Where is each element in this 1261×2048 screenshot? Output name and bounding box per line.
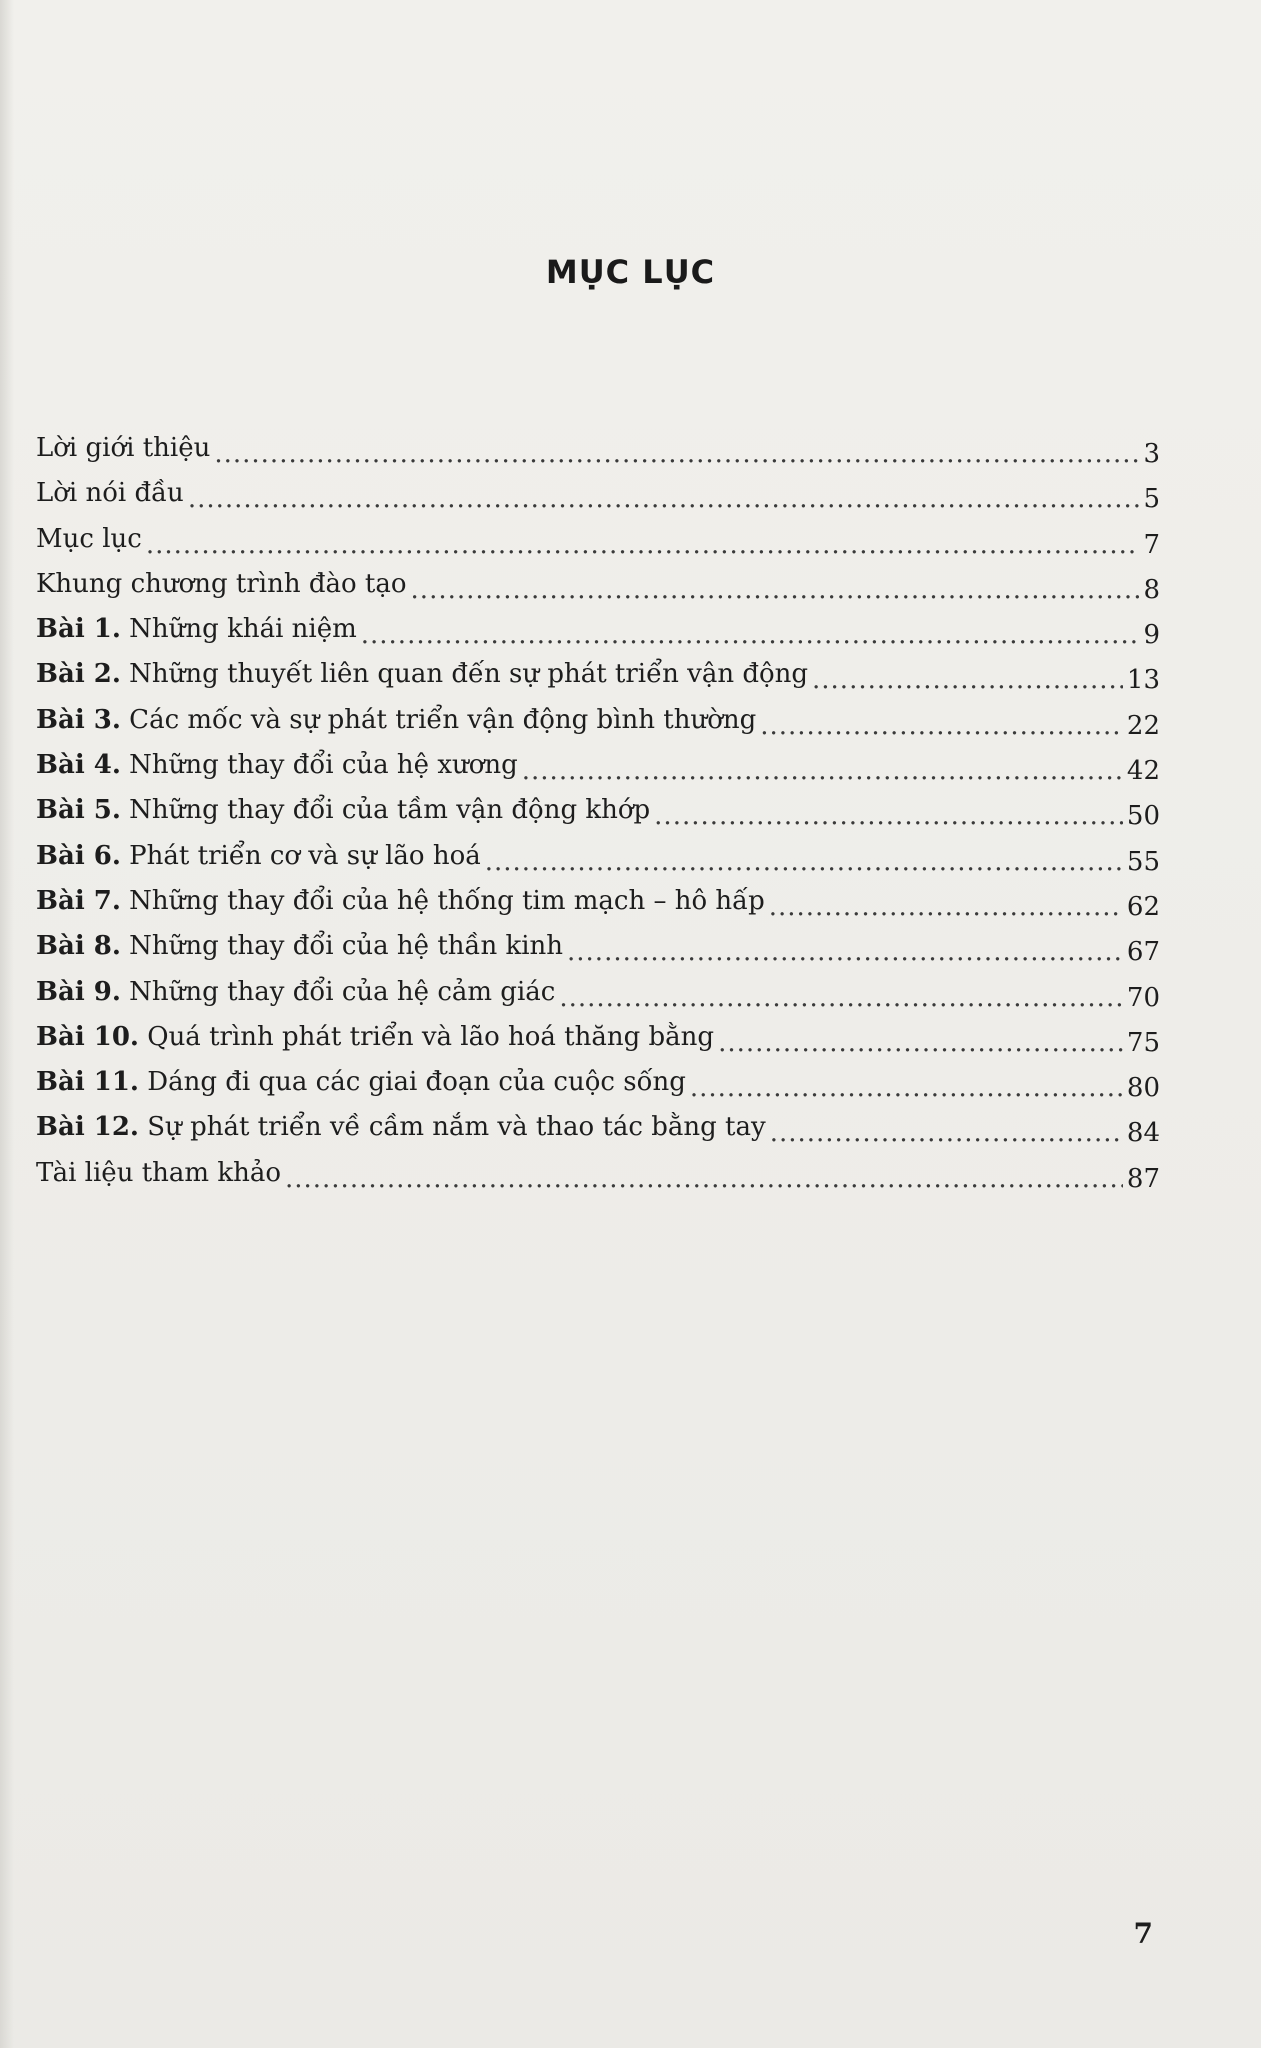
toc-lesson-number: Bài 12. xyxy=(36,1112,139,1143)
toc-entry-title: Tài liệu tham khảo xyxy=(36,1157,281,1188)
toc-entry-page: 22 xyxy=(1126,710,1160,741)
toc-entry-label xyxy=(36,607,357,652)
toc-lesson-number: Bài 4. xyxy=(36,750,121,781)
toc-entry-page: 84 xyxy=(1126,1118,1160,1149)
toc-entry-label xyxy=(36,652,808,697)
toc-lesson-number: Bài 7. xyxy=(36,885,121,916)
toc-entry-page: 3 xyxy=(1143,439,1160,469)
toc-lesson-number: Bài 9. xyxy=(36,976,121,1007)
toc-entry xyxy=(36,834,1160,879)
toc-lesson-number: Bài 2. xyxy=(36,659,121,690)
toc-entry xyxy=(36,743,1160,788)
toc-entry xyxy=(36,1060,1160,1105)
toc-entry-title: Những thay đổi của tầm vận động khớp xyxy=(129,795,651,826)
toc-entry-page: 50 xyxy=(1126,801,1160,832)
toc-entry-label xyxy=(36,970,555,1015)
toc-entry xyxy=(36,471,1160,516)
dot-leader xyxy=(770,1111,1123,1156)
dot-leader xyxy=(559,976,1123,1021)
toc-entry-title: Những thay đổi của hệ thần kinh xyxy=(129,931,564,962)
toc-entry xyxy=(36,652,1160,697)
toc-entry-page: 75 xyxy=(1126,1027,1160,1058)
toc-lesson-number: Bài 1. xyxy=(36,614,121,645)
toc-entry-label xyxy=(36,517,142,562)
page-number: 7 xyxy=(1133,1917,1153,1950)
toc-entry-title: Khung chương trình đào tạo xyxy=(36,568,407,599)
dot-leader xyxy=(812,658,1123,703)
dot-leader xyxy=(361,613,1140,658)
toc-entry-label xyxy=(36,698,756,743)
toc-entry-page: 8 xyxy=(1143,574,1160,605)
toc-lesson-number: Bài 6. xyxy=(36,840,121,871)
toc-entry-title: Những thay đổi của hệ xương xyxy=(129,750,518,781)
toc-entry-label xyxy=(36,743,518,788)
dot-leader xyxy=(690,1066,1123,1111)
toc-entry-title: Những thuyết liên quan đến sự phát triển vận động xyxy=(129,659,809,690)
toc-entry-page: 87 xyxy=(1126,1163,1160,1194)
dot-leader xyxy=(654,794,1123,839)
toc-lesson-number: Bài 5. xyxy=(36,795,121,826)
toc-entry xyxy=(36,1151,1160,1196)
toc-entry-label xyxy=(36,1105,766,1150)
toc-entry-page: 5 xyxy=(1143,484,1160,515)
toc-lesson-number: Bài 10. xyxy=(36,1021,139,1052)
toc-lesson-number: Bài 3. xyxy=(36,704,121,735)
dot-leader xyxy=(285,1157,1123,1202)
toc-entry-label xyxy=(36,426,210,471)
toc-entry-page: 67 xyxy=(1126,937,1160,968)
toc-lesson-number: Bài 11. xyxy=(36,1067,139,1098)
toc-entry-title: Quá trình phát triển và lão hoá thăng bằng xyxy=(147,1021,715,1052)
page-title: MỤC LỤC xyxy=(545,253,716,291)
dot-leader xyxy=(214,432,1139,477)
toc-entry-page: 9 xyxy=(1143,620,1160,651)
toc-entry-page: 70 xyxy=(1126,982,1160,1013)
toc-entry-title: Các mốc và sự phát triển vận động bình thường xyxy=(129,704,757,735)
toc-entry xyxy=(36,970,1160,1015)
toc-entry-title: Lời nói đầu xyxy=(36,478,184,509)
dot-leader xyxy=(769,885,1123,930)
toc-entry xyxy=(36,562,1160,607)
toc-entry-page: 7 xyxy=(1143,529,1160,560)
toc-entry-label xyxy=(36,1015,714,1060)
page-edge-shadow xyxy=(0,0,14,2048)
toc-entry-label xyxy=(36,924,563,969)
dot-leader xyxy=(718,1021,1123,1066)
toc-entry-label xyxy=(36,1060,686,1105)
toc-lesson-number: Bài 8. xyxy=(36,931,121,962)
dot-leader xyxy=(522,749,1123,794)
toc-entry xyxy=(36,698,1160,743)
toc-entry xyxy=(36,879,1160,924)
dot-leader xyxy=(567,930,1123,975)
toc-entry-title: Lời giới thiệu xyxy=(36,433,211,463)
toc-entry-title: Phát triển cơ và sự lão hoá xyxy=(129,840,481,871)
dot-leader xyxy=(188,477,1140,522)
dot-leader xyxy=(146,523,1140,568)
toc-entry xyxy=(36,924,1160,969)
toc-entry-label xyxy=(36,879,765,924)
toc-entry xyxy=(36,517,1160,562)
toc-entry xyxy=(36,1015,1160,1060)
toc-entry xyxy=(36,426,1160,471)
toc-entry-title: Những thay đổi của hệ thống tim mạch – hô hấp xyxy=(129,885,765,916)
dot-leader xyxy=(485,840,1123,885)
dot-leader xyxy=(411,568,1140,613)
toc-entry-title: Sự phát triển về cầm nắm và thao tác bằng tay xyxy=(147,1112,766,1143)
toc-entry-page: 80 xyxy=(1126,1073,1160,1104)
dot-leader xyxy=(760,704,1123,749)
toc-entry-title: Mục lục xyxy=(36,523,142,554)
toc-entry-label xyxy=(36,562,407,607)
toc-entry-label xyxy=(36,471,184,516)
toc-entry-label xyxy=(36,834,481,879)
toc-entry-label xyxy=(36,788,650,833)
table-of-contents xyxy=(36,426,1160,1196)
toc-entry-title: Những khái niệm xyxy=(129,614,357,645)
toc-entry-page: 13 xyxy=(1126,665,1160,696)
toc-entry-label xyxy=(36,1151,281,1196)
toc-entry-title: Những thay đổi của hệ cảm giác xyxy=(129,976,556,1007)
toc-entry-page: 62 xyxy=(1126,891,1160,922)
toc-entry xyxy=(36,788,1160,833)
toc-entry xyxy=(36,607,1160,652)
toc-entry-page: 42 xyxy=(1126,756,1160,787)
toc-entry-title: Dáng đi qua các giai đoạn của cuộc sống xyxy=(147,1067,686,1098)
toc-entry xyxy=(36,1105,1160,1150)
toc-entry-page: 55 xyxy=(1126,846,1160,877)
